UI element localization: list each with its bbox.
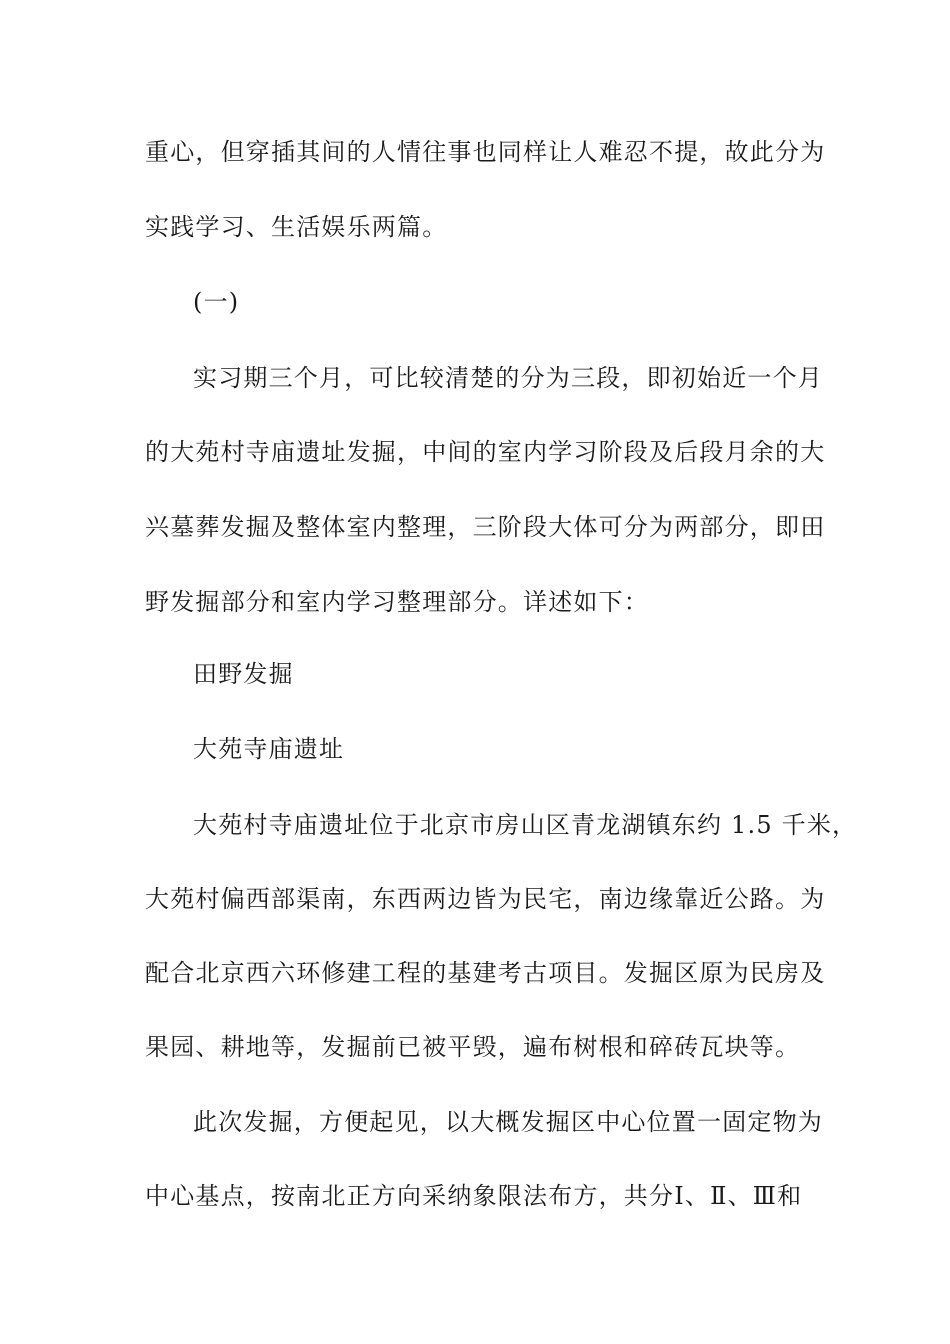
paragraph-line: 野发掘部分和室内学习整理部分。详述如下： [145, 588, 649, 616]
paragraph-line: 大苑村寺庙遗址位于北京市房山区青龙湖镇东约 1.5 千米， [193, 811, 858, 839]
paragraph-line: 此次发掘，方便起见，以大概发掘区中心位置一固定物为 [193, 1108, 823, 1136]
paragraph-line: 实践学习、生活娱乐两篇。 [145, 213, 448, 241]
section-heading: (一) [193, 288, 240, 316]
paragraph-line: 中心基点，按南北正方向采纳象限法布方，共分Ⅰ、Ⅱ、Ⅲ和 [145, 1182, 803, 1210]
paragraph-line: 大苑村偏西部渠南，东西两边皆为民宅，南边缘靠近公路。为 [145, 885, 826, 913]
paragraph-line: 重心，但穿插其间的人情往事也同样让人难忍不提，故此分为 [145, 138, 826, 166]
paragraph-line: 的大苑村寺庙遗址发掘，中间的室内学习阶段及后段月余的大 [145, 438, 826, 466]
paragraph-line: 实习期三个月，可比较清楚的分为三段，即初始近一个月 [193, 364, 823, 392]
paragraph-line: 配合北京西六环修建工程的基建考古项目。发掘区原为民房及 [145, 959, 826, 987]
subheading: 田野发掘 [193, 660, 294, 688]
subheading: 大苑寺庙遗址 [193, 735, 345, 763]
paragraph-line: 果园、耕地等，发掘前已被平毁，遍布树根和碎砖瓦块等。 [145, 1033, 801, 1061]
paragraph-line: 兴墓葬发掘及整体室内整理，三阶段大体可分为两部分，即田 [145, 513, 826, 541]
